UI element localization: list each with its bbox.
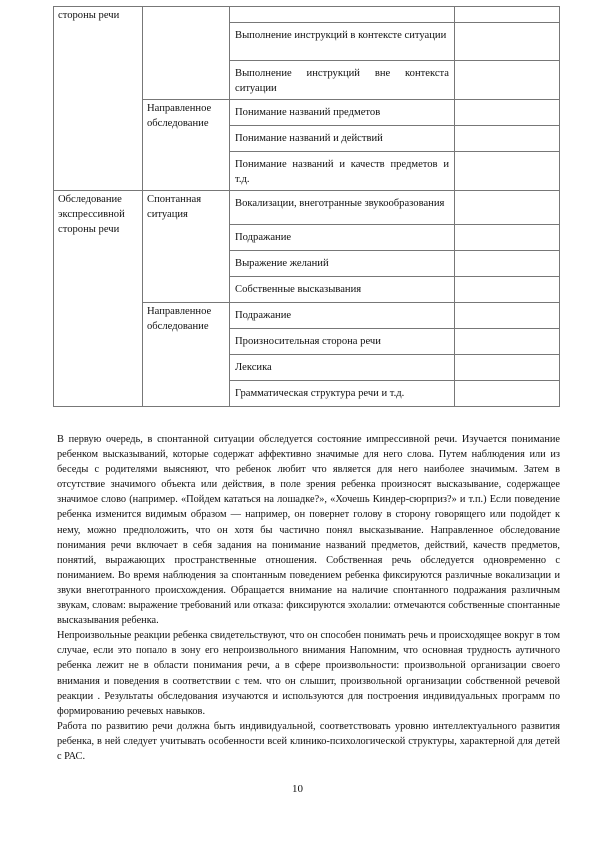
body-text	[57, 432, 560, 764]
table-cell	[455, 100, 560, 126]
table-cell	[455, 251, 560, 277]
table-row	[54, 7, 560, 23]
table-cell	[455, 152, 560, 191]
table-cell	[455, 355, 560, 381]
table-row	[54, 191, 560, 225]
table-cell: Произносительная сторона речи	[230, 329, 455, 355]
table-cell: Собственные высказывания	[230, 277, 455, 303]
table-cell: Выражение желаний	[230, 251, 455, 277]
table-cell: Направленное обследование	[143, 303, 230, 407]
table-cell	[455, 61, 560, 100]
table-cell	[455, 225, 560, 251]
table-cell: Грамматическая структура речи и т.д.	[230, 381, 455, 407]
table-cell: стороны речи	[54, 7, 143, 191]
table-cell: Выполнение инструкций в контексте ситуации	[230, 23, 455, 61]
table-cell	[455, 126, 560, 152]
table-cell	[230, 7, 455, 23]
table-cell	[455, 329, 560, 355]
table-cell: Спонтанная ситуация	[143, 191, 230, 303]
table-cell: Обследование экспрессивной стороны речи	[54, 191, 143, 407]
table-cell	[455, 7, 560, 23]
page-number: 10	[292, 783, 303, 795]
table-cell: Понимание названий предметов	[230, 100, 455, 126]
table-cell: Подражание	[230, 225, 455, 251]
table-cell	[143, 7, 230, 100]
assessment-table	[53, 6, 560, 407]
table-cell: Понимание названий и качеств предметов и т.д.	[230, 152, 455, 191]
table-cell: Подражание	[230, 303, 455, 329]
table-cell	[455, 381, 560, 407]
table-cell: Направленное обследование	[143, 100, 230, 191]
paragraph: Работа по развитию речи должна быть индивидуальной, соответствовать уровню интеллектуального развития ребенка, в ней следует учитывать особенности всей клинико-психологической структуры, характерной для детей с РАС.	[57, 720, 560, 762]
table-cell: Выполнение инструкций вне контекста ситуации	[230, 61, 455, 100]
paragraph: В первую очередь, в спонтанной ситуации обследуется состояние импрессивной речи. Изучается понимание ребенком высказываний, которые содержат аффективно значимые для него слова. Путем наблюдения или из беседы с родителями выясняют, что ребенок любит что является для него наиболее значимым. Затем в отсутствие значимого объекта или действия, в поле зрения ребенка произносят высказывание, содержащее значимое слово (например. «Пойдем кататься на лошадке?», «Хочешь Киндер-сюрприз?» и т.п.) Если поведение ребенка изменится видимым образом — например, он повернет голову в сторону говорящего или подойдет к нему, можно предположить, что он хотя бы частично понял высказывание. Направленное обследование понимания речи включает в себя задания на понимание названий предметов, действий, качеств предметов, понятий, выражающих пространственные отношения. Собственная речь обследуется одновременно с пониманием. Во время наблюдения за спонтанным поведением ребенка фиксируются различные вокализации и звуки внеготранного происхождения. Обращается внимание на наличие спонтанного подражания различным звукам, словам: выражение требований или отказа: фиксируются эхолалии: отмечаются собственные спонтанные высказывания ребенка.	[57, 434, 560, 627]
table-cell	[455, 303, 560, 329]
table-cell	[455, 23, 560, 61]
table-cell: Понимание названий и действий	[230, 126, 455, 152]
table-cell: Вокализации, внеготранные звукообразования	[230, 191, 455, 225]
paragraph: Непроизвольные реакции ребенка свидетельствуют, что он способен понимать речь и происходящее вокруг в том случае, если это попало в зону его непроизвольного внимания Напомним, что основная трудность аутичного ребенка лежит не в области понимания речи, а в сфере произвольности: произвольной организации своего внимания и поведения в соответствии с тем. что он слышит, произвольной организации собственной речевой реакции . Результаты обследования изучаются и используются для построения индивидуальных программ по формированию речевых навыков.	[57, 630, 560, 717]
table-cell	[455, 277, 560, 303]
table-cell: Лексика	[230, 355, 455, 381]
table-cell	[455, 191, 560, 225]
